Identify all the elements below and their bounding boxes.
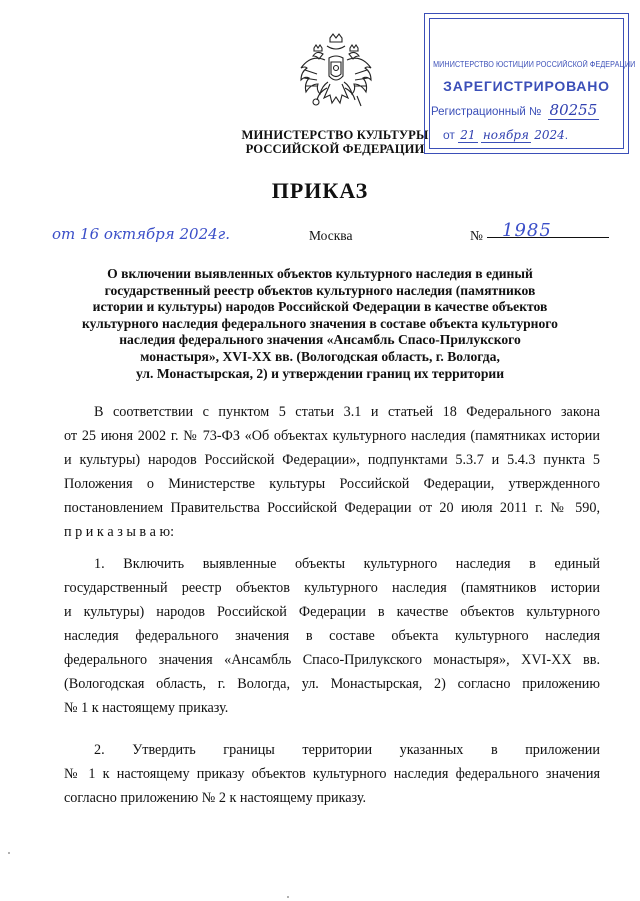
title-line: наследия федерального значения «Ансамбль Спасо-Прилукского: [119, 332, 521, 348]
body-line: наследия федерального значения в составе объекта культурного наследия: [64, 628, 600, 644]
item-2-paragraph: [64, 738, 600, 810]
order-city: Москва: [309, 228, 353, 243]
order-date-handwritten: от 16 октября 2024г.: [52, 225, 231, 243]
body-line: от 25 июня 2002 г. № 73-ФЗ «Об объектах культурного наследия (памятниках истории: [64, 428, 600, 444]
body-line: и культуры) народов Российской Федерации», подпунктами 5.3.7 и 5.4.3 пункта 5: [64, 452, 600, 468]
ministry-line-1: МИНИСТЕРСТВО КУЛЬТУРЫ: [241, 128, 429, 142]
stamp-reg-number-handwritten: 80255: [549, 101, 598, 119]
stamp-organization: МИНИСТЕРСТВО ЮСТИЦИИ РОССИЙСКОЙ ФЕДЕРАЦИИ: [433, 60, 636, 69]
scan-speck: [287, 896, 289, 898]
stamp-date-month: ноября: [482, 128, 529, 142]
title-line: ул. Монастырская, 2) и утверждении границ их территории: [135, 365, 505, 381]
item-1-paragraph: [64, 552, 600, 720]
body-line: В соответствии с пунктом 5 статьи 3.1 и статьей 18 Федерального закона: [94, 404, 600, 420]
document-type-title: ПРИКАЗ: [271, 178, 369, 203]
body-line: государственный реестр объектов культурного наследия (памятников истории: [64, 580, 600, 596]
body-line: Положения о Министерстве культуры Российской Федерации, утвержденного: [64, 476, 600, 492]
body-line: 1. Включить выявленные объекты культурного наследия в единый: [94, 556, 600, 572]
order-number-label: №: [470, 228, 483, 243]
body-line: (Вологодская область, г. Вологда, ул. Монастырская, 2) согласно приложению: [64, 676, 600, 692]
body-line: и культуры) народов Российской Федерации в качестве объектов культурного: [64, 604, 600, 620]
scan-speck: [8, 852, 10, 854]
title-line: истории и культуры) народов Российской Федерации в качестве объектов: [92, 299, 548, 315]
stamp-date-prefix: от: [443, 128, 455, 142]
stamp-date-day: 21: [460, 128, 476, 142]
title-line: культурного наследия федерального значения в составе объекта культурного: [82, 315, 558, 331]
body-line: п р и к а з ы в а ю:: [64, 524, 175, 540]
order-number-handwritten: 1985: [502, 220, 552, 241]
stamp-registration-number: [431, 101, 599, 119]
preamble-paragraph: [64, 400, 600, 544]
stamp-reg-label: Регистрационный №: [431, 106, 542, 118]
stamp-date-suffix: .: [564, 128, 569, 142]
ministry-line-2: РОССИЙСКОЙ ФЕДЕРАЦИИ: [245, 142, 425, 156]
body-line: № 1 к настоящему приказу.: [64, 700, 229, 716]
body-line: 2. Утвердить границы территории указанных в приложении: [94, 742, 600, 758]
body-line: согласно приложению № 2 к настоящему приказу.: [64, 790, 367, 806]
title-line: монастыря», XVI-XX вв. (Вологодская область, г. Вологда,: [140, 348, 500, 364]
stamp-status: ЗАРЕГИСТРИРОВАНО: [443, 78, 610, 94]
body-line: № 1 к настоящему приказу объектов культурного наследия федерального значения: [64, 766, 600, 782]
title-line: О включении выявленных объектов культурного наследия в единый: [107, 266, 533, 281]
title-line: государственный реестр объектов культурного наследия (памятников: [104, 282, 536, 298]
coat-of-arms-emblem: [297, 32, 375, 118]
registration-stamp: [424, 13, 636, 154]
stamp-date-year: 2024: [534, 128, 565, 142]
stamp-date: [443, 128, 568, 142]
body-line: постановлением Правительства Российской Федерации от 20 июля 2011 г. № 590,: [64, 500, 600, 516]
order-subject-title: [60, 266, 580, 382]
body-line: федерального значения «Ансамбль Спасо-Прилукского монастыря», XVI-XX вв.: [64, 652, 600, 668]
